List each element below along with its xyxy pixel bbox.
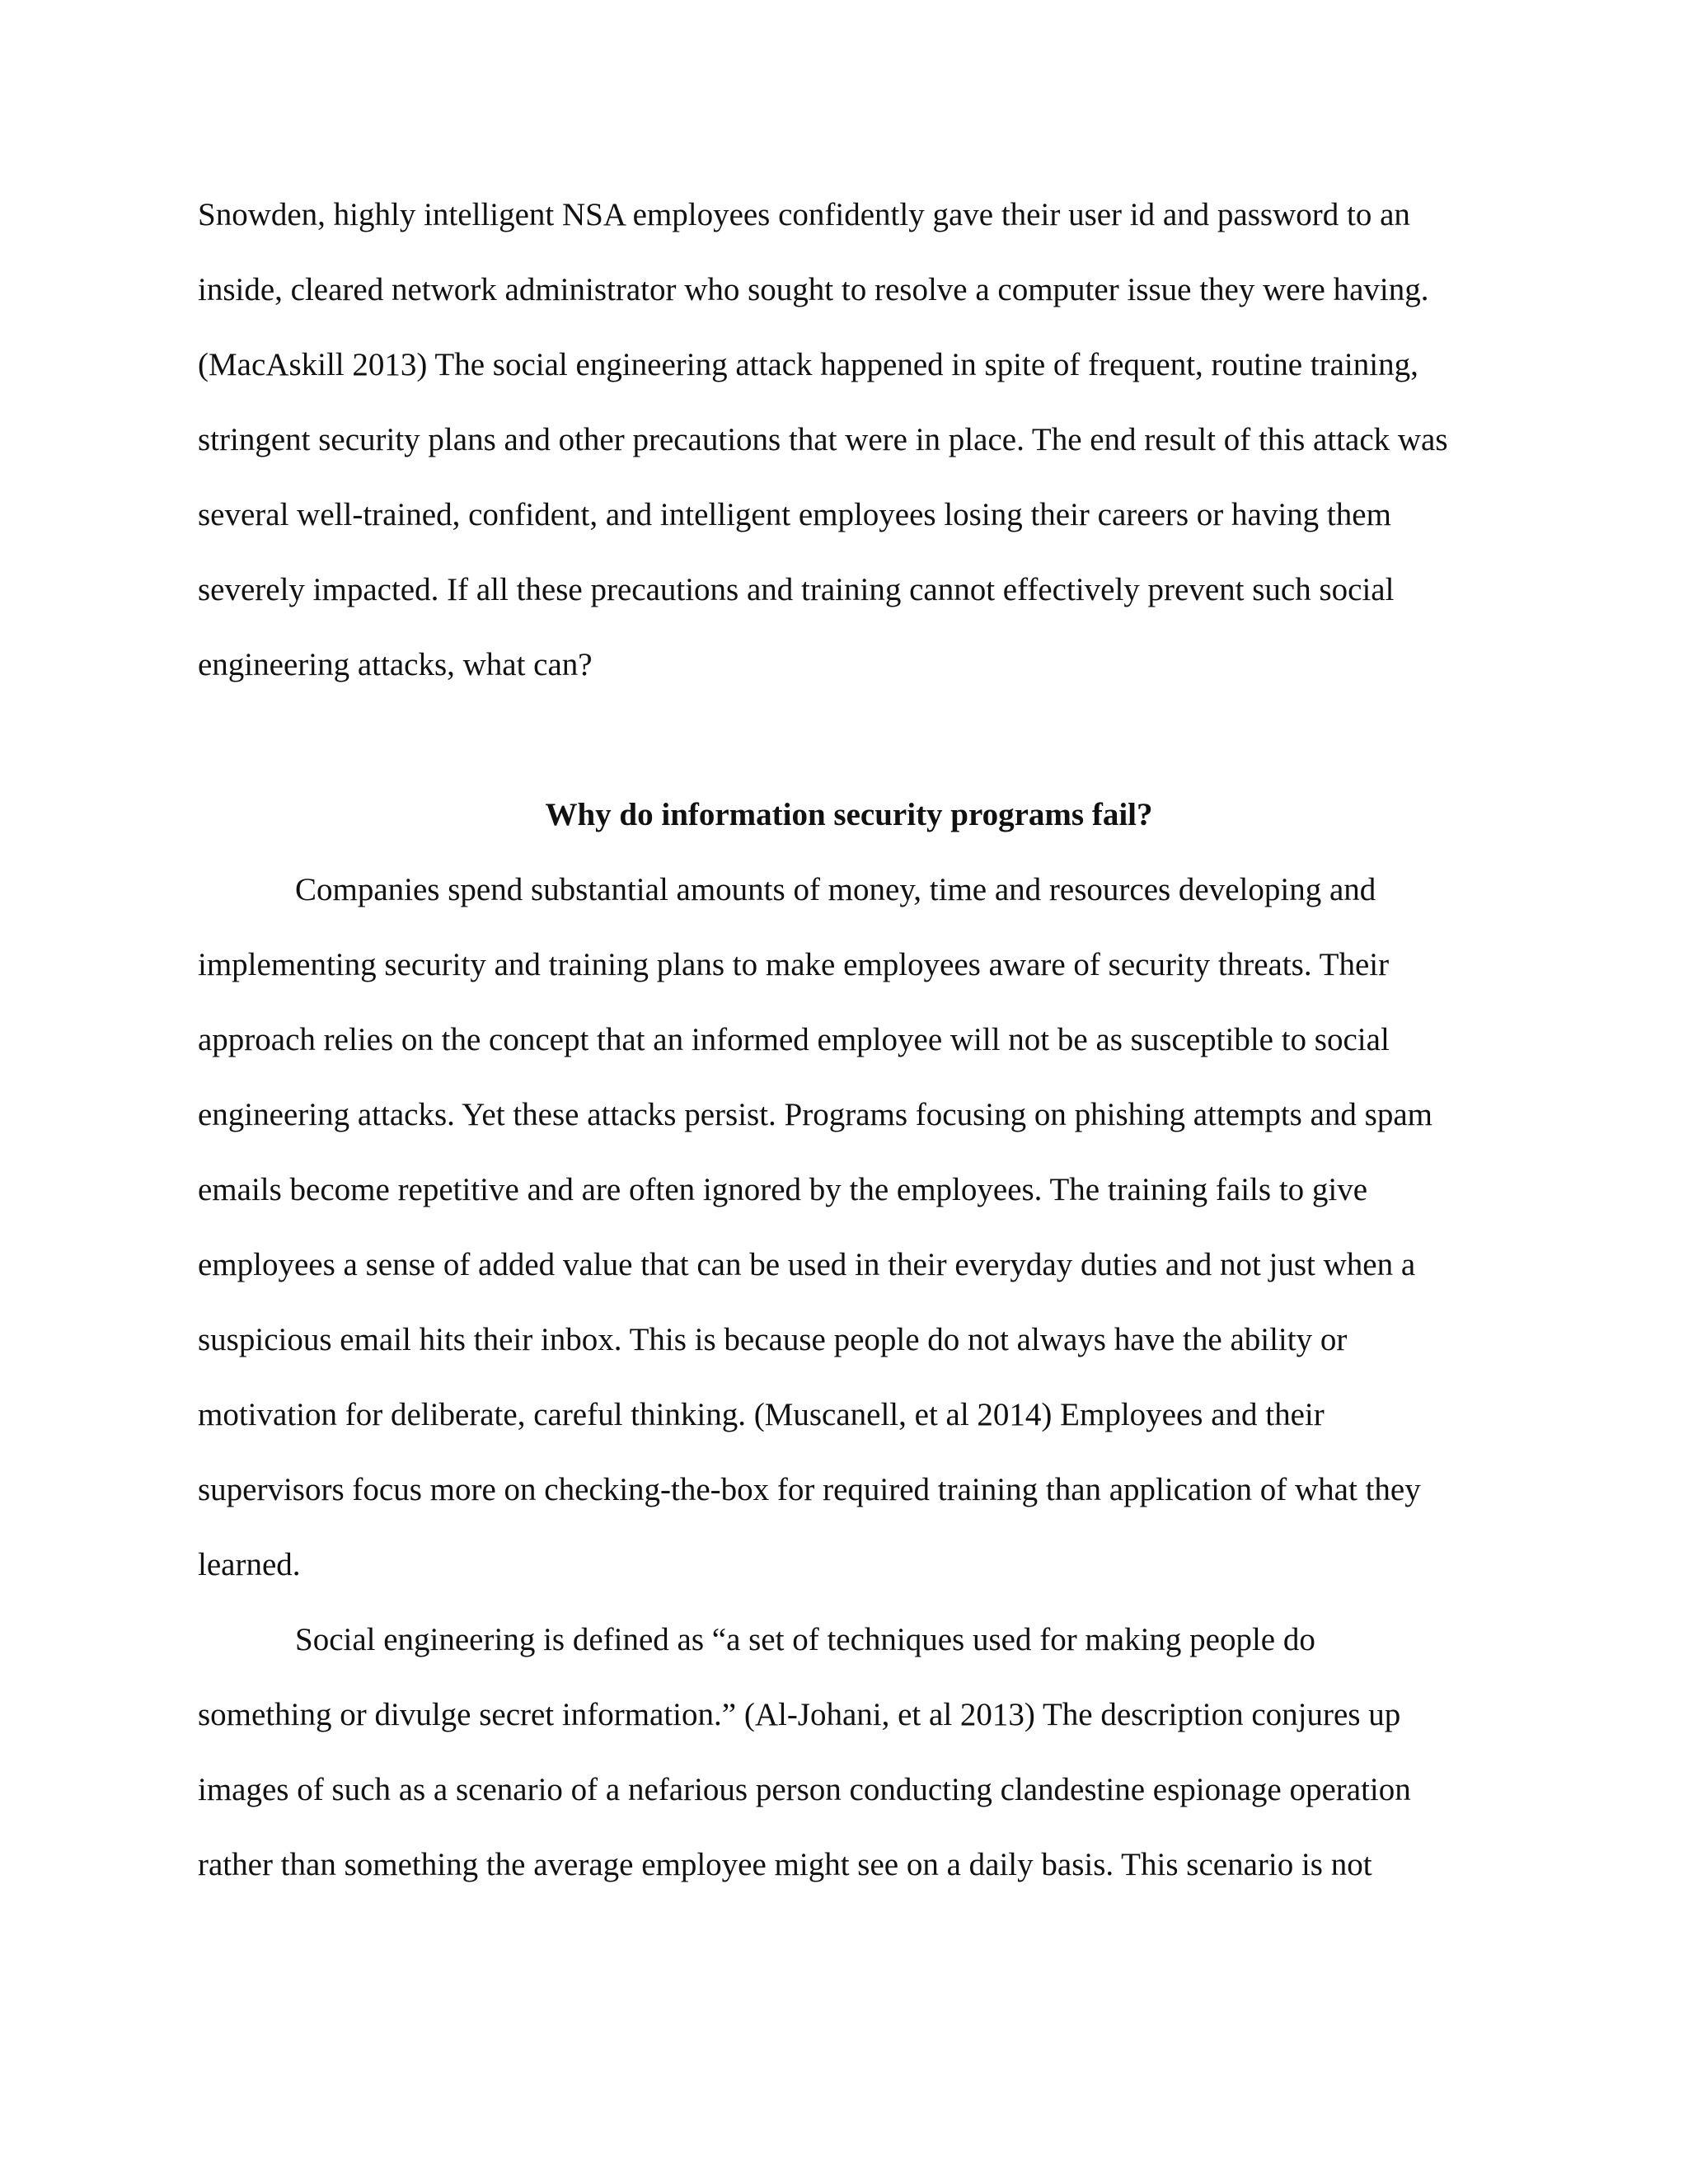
paragraph-2-line-5: emails become repetitive and are often ignored by the employees. The training fails to give bbox=[198, 1172, 1368, 1207]
paragraph-1-line-3: (MacAskill 2013) The social engineering attack happened in spite of frequent, routine training, bbox=[198, 347, 1418, 382]
paragraph-3-line-2: something or divulge secret information.” (Al-Johani, et al 2013) The description conjures up bbox=[198, 1697, 1401, 1732]
paragraph-1-line-1: Snowden, highly intelligent NSA employees confidently gave their user id and password to an bbox=[198, 197, 1410, 232]
paragraph-1-line-4: stringent security plans and other precautions that were in place. The end result of this attack was bbox=[198, 422, 1448, 457]
paragraph-1-line-6: severely impacted. If all these precautions and training cannot effectively prevent such social bbox=[198, 572, 1395, 607]
paragraph-1-line-5: several well-trained, confident, and intelligent employees losing their careers or having them bbox=[198, 497, 1391, 532]
paragraph-2-line-2: implementing security and training plans to make employees aware of security threats. Their bbox=[198, 947, 1390, 982]
paragraph-2-line-1: Companies spend substantial amounts of money, time and resources developing and bbox=[295, 872, 1376, 907]
paragraph-2-line-10: learned. bbox=[198, 1547, 301, 1582]
paragraph-2-line-4: engineering attacks. Yet these attacks persist. Programs focusing on phishing attempts and spam bbox=[198, 1097, 1432, 1132]
paragraph-1-line-2: inside, cleared network administrator who sought to resolve a computer issue they were having. bbox=[198, 272, 1429, 307]
paragraph-1-line-7: engineering attacks, what can? bbox=[198, 647, 593, 682]
paragraph-2-line-8: motivation for deliberate, careful thinking. (Muscanell, et al 2014) Employees and their bbox=[198, 1397, 1325, 1432]
paragraph-3-line-1: Social engineering is defined as “a set of techniques used for making people do bbox=[295, 1622, 1315, 1657]
paragraph-2-line-6: employees a sense of added value that can be used in their everyday duties and not just when a bbox=[198, 1247, 1416, 1282]
document-body bbox=[198, 0, 1500, 2184]
paragraph-2-line-9: supervisors focus more on checking-the-box for required training than application of what they bbox=[198, 1472, 1421, 1507]
paragraph-3-line-3: images of such as a scenario of a nefarious person conducting clandestine espionage operation bbox=[198, 1772, 1411, 1807]
paragraph-2-line-3: approach relies on the concept that an informed employee will not be as susceptible to social bbox=[198, 1022, 1390, 1057]
paragraph-2-line-7: suspicious email hits their inbox. This is because people do not always have the ability or bbox=[198, 1322, 1348, 1357]
paragraph-3-line-4: rather than something the average employee might see on a daily basis. This scenario is not bbox=[198, 1847, 1372, 1882]
section-heading: Why do information security programs fail? bbox=[545, 797, 1153, 832]
